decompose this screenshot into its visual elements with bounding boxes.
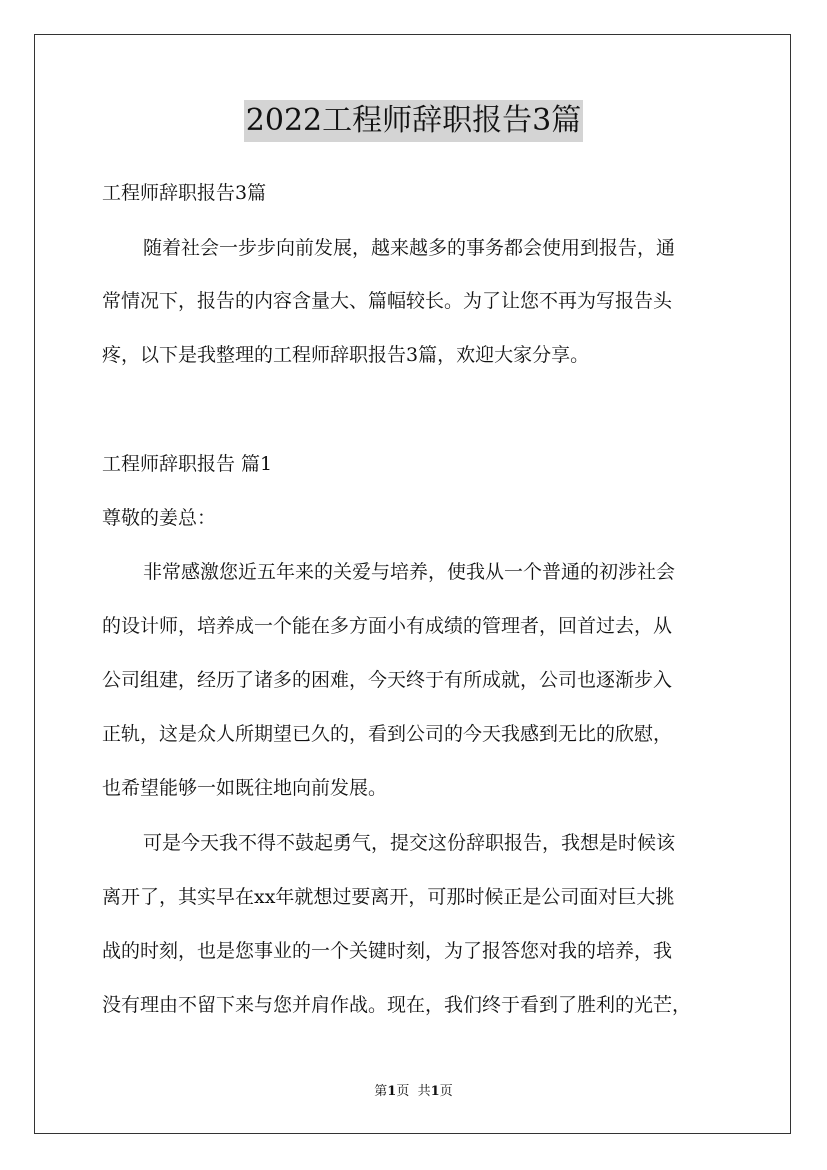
document-title: 2022工程师辞职报告3篇 [244, 100, 583, 142]
title-container [0, 100, 827, 142]
body-line-7: 离开了，其实早在xx年就想过要离开，可那时候正是公司面对巨大挑 [102, 886, 675, 908]
body-line-2: 的设计师，培养成一个能在多方面小有成绩的管理者，回首过去，从 [102, 615, 673, 637]
footer-page-unit: 页 [396, 1084, 410, 1099]
footer-total-unit: 页 [439, 1084, 453, 1099]
body-line-8: 战的时刻，也是您事业的一个关键时刻，为了报答您对我的培养，我 [102, 940, 673, 962]
intro-line-1: 随着社会一步步向前发展，越来越多的事务都会使用到报告，通 [143, 237, 676, 259]
body-line-1: 非常感激您近五年来的关爱与培养，使我从一个普通的初涉社会 [143, 561, 676, 583]
section-heading: 工程师辞职报告 篇1 [102, 453, 273, 475]
footer-total-number: 1 [430, 1084, 440, 1099]
body-line-9: 没有理由不留下来与您并肩作战。现在，我们终于看到了胜利的光芒， [102, 994, 692, 1016]
footer-prefix: 第 [374, 1084, 388, 1099]
body-line-4: 正轨，这是众人所期望已久的，看到公司的今天我感到无比的欣慰， [102, 723, 673, 745]
footer-page-number: 1 [387, 1084, 397, 1099]
footer-total-prefix: 共 [417, 1084, 431, 1099]
body-line-6: 可是今天我不得不鼓起勇气，提交这份辞职报告，我想是时候该 [143, 832, 676, 854]
page-footer [0, 1083, 827, 1101]
body-line-3: 公司组建，经历了诸多的困难，今天终于有所成就，公司也逐渐步入 [102, 669, 673, 691]
subtitle-line: 工程师辞职报告3篇 [102, 182, 267, 204]
body-line-5: 也希望能够一如既往地向前发展。 [102, 777, 388, 799]
intro-line-2: 常情况下，报告的内容含量大、篇幅较长。为了让您不再为写报告头 [102, 290, 673, 312]
salutation: 尊敬的姜总： [102, 507, 217, 529]
intro-line-3: 疼，以下是我整理的工程师辞职报告3篇，欢迎大家分享。 [102, 344, 590, 366]
